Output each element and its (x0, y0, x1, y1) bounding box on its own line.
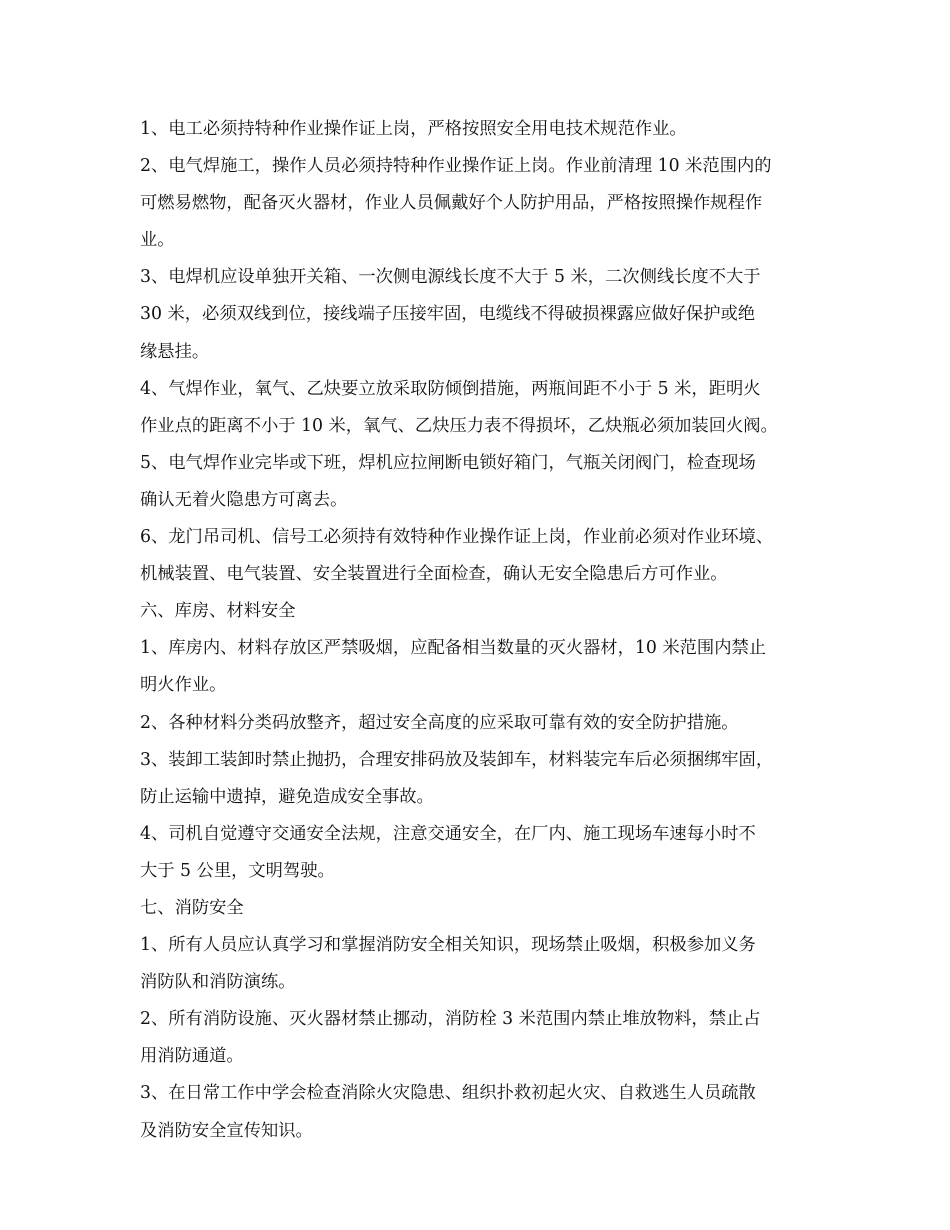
text-line: 1、所有人员应认真学习和掌握消防安全相关知识，现场禁止吸烟，积极参加义务 (140, 935, 756, 956)
text-line: 明火作业。 (140, 675, 227, 696)
text-line: 5、电气焊作业完毕或下班，焊机应拉闸断电锁好箱门，气瓶关闭阀门，检查现场 (140, 452, 756, 473)
document-body (140, 111, 840, 1150)
text-line: 1、电工必须持特种作业操作证上岗，严格按照安全用电技术规范作业。 (140, 119, 687, 139)
text-line: 3、电焊机应设单独开关箱、一次侧电源线长度不大于 5 米，二次侧线长度不大于 (140, 267, 761, 288)
text-line: 及消防安全宣传知识。 (140, 1120, 313, 1141)
text-line: 1、库房内、材料存放区严禁吸烟，应配备相当数量的灭火器材，10 米范围内禁止 (140, 638, 767, 659)
text-line: 作业点的距离不小于 10 米，氧气、乙炔压力表不得损坏，乙炔瓶必须加装回火阀。 (140, 415, 778, 436)
text-line: 防止运输中遗掉，避免造成安全事故。 (140, 786, 434, 807)
text-line: 3、装卸工装卸时禁止抛扔，合理安排码放及装卸车，材料装完车后必须捆绑牢固， (140, 749, 774, 770)
text-line: 4、司机自觉遵守交通安全法规，注意交通安全，在厂内、施工现场车速每小时不 (140, 823, 756, 844)
text-line: 30 米，必须双线到位，接线端子压接牢固，电缆线不得破损裸露应做好保护或绝 (140, 304, 756, 325)
text-line: 消防队和消防演练。 (140, 972, 296, 993)
text-line: 确认无着火隐患方可离去。 (140, 489, 348, 510)
text-line: 2、各种材料分类码放整齐，超过安全高度的应采取可靠有效的安全防护措施。 (140, 712, 739, 733)
text-line: 机械装置、电气装置、安全装置进行全面检查，确认无安全隐患后方可作业。 (140, 564, 728, 585)
text-line: 大于 5 公里，文明驾驶。 (140, 860, 335, 881)
section-heading: 七、消防安全 (140, 897, 244, 918)
text-line: 6、龙门吊司机、信号工必须持有效特种作业操作证上岗，作业前必须对作业环境、 (140, 527, 774, 548)
text-line: 业。 (140, 230, 175, 251)
text-line: 用消防通道。 (140, 1046, 244, 1067)
text-line: 2、所有消防设施、灭火器材禁止挪动，消防栓 3 米范围内禁止堆放物料，禁止占 (140, 1009, 761, 1030)
text-line: 可燃易燃物，配备灭火器材，作业人员佩戴好个人防护用品，严格按照操作规程作 (140, 193, 763, 214)
text-line: 缘悬挂。 (140, 341, 210, 362)
text-line: 4、气焊作业，氧气、乙炔要立放采取防倾倒措施，两瓶间距不小于 5 米，距明火 (140, 378, 761, 399)
section-heading: 六、库房、材料安全 (140, 601, 296, 622)
text-line: 2、电气焊施工，操作人员必须持特种作业操作证上岗。作业前清理 10 米范围内的 (140, 156, 772, 177)
text-line: 3、在日常工作中学会检查消除火灾隐患、组织扑救初起火灾、自救逃生人员疏散 (140, 1083, 756, 1104)
